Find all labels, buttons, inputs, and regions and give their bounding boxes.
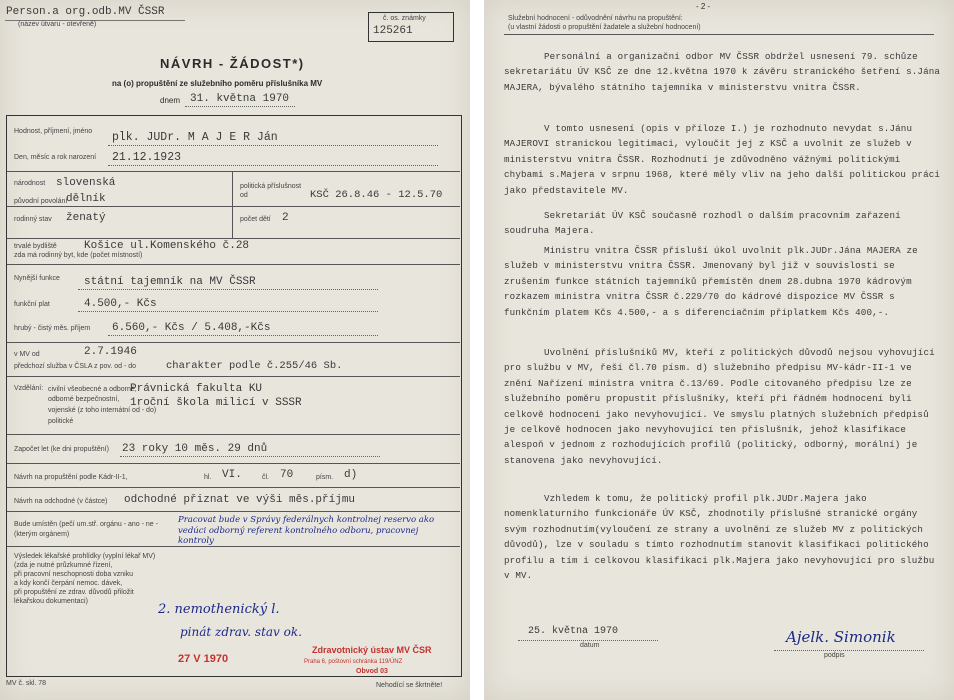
- form-title: NÁVRH - ŽÁDOST*): [160, 56, 305, 71]
- paragraph-6: Vzhledem k tomu, že politický profil plk.JUDr.Majera jako nomenklaturního funkcionáře ÚV KSČ, zhodnotily příslušné stranické orgány svým rozhodnutím(vyloučení ze strany a uvolnění ze služeb MV z politických důvodů), lze v souladu s tímto rozhodnutím stanovit klasifikaci politického profilu a tím i celkovou klasifikaci plk.Majera jako nevyhovující pro službu v MV.: [504, 493, 935, 582]
- stamp-line-1: Zdravotnický ústav MV ČSR: [312, 645, 432, 655]
- paragraph-4: Ministru vnitra ČSSR přísluší úkol uvolnit plk.JUDr.Jána MAJERA ze služeb v ministerstvu vnitra ČSSR. Jmenovaný byl již v souvislosti se zrušením funkce státních tajemníků přemístěn dnem 28.dubna 1970 kádrovým rozkazem ministra vnitra ČSSR č.229/70 do kádrové dispozice MV ČSSR s funkčním platem Kčs 4.500,- a s diferenciačním příplatkem Kčs 400,-.: [504, 245, 918, 318]
- employment-label: Bude umístěn (pečí um.stř. orgánu - ano - ne -: [14, 521, 158, 528]
- name-label: Hodnost, příjmení, jméno: [14, 128, 93, 135]
- medical-line-4: při propuštění ze zdrav. důvodů přiložit: [14, 589, 134, 596]
- party-label: politická příslušnost od: [240, 183, 302, 199]
- medical-label: Výsledek lékařské prohlídky (vyplní lékař MV): [14, 553, 156, 560]
- proposal-hl-label: hl.: [204, 474, 212, 481]
- proposal-c-value: 70: [280, 469, 294, 481]
- proposal-c-label: čl.: [262, 474, 269, 481]
- medical-line-2: při pracovní neschopnosti doba vzniku: [14, 571, 134, 578]
- salary-value: 4.500,- Kčs: [84, 298, 157, 310]
- date-caption: datum: [580, 642, 600, 649]
- education-value-2: 1roční škola milicí v SSSR: [130, 397, 302, 409]
- party-value: KSČ 26.8.46 - 12.5.70: [310, 189, 443, 201]
- right-page: [484, 0, 954, 700]
- evaluation-caption: Služební hodnocení - odůvodnění návrhu na propuštění:: [508, 15, 683, 22]
- residence-caption: zda má rodinný byt, kde (počet místností): [14, 252, 143, 259]
- nationality-value: slovenská: [56, 177, 116, 189]
- children-label: počet dětí: [240, 216, 271, 223]
- education-label: Vzdělání:: [14, 385, 44, 392]
- mv-from-value: 2.7.1946: [84, 346, 137, 358]
- education-value-1: Právnická fakulta KU: [130, 383, 263, 395]
- salary-label: funkční plat: [14, 301, 50, 308]
- proposal-pism-value: d): [344, 469, 358, 481]
- stamp-line-3: Obvod 03: [356, 668, 388, 675]
- paragraph-2: V tomto usnesení (opis v příloze I.) je rozhodnuto nevydat s.Jánu MAJEROVI stranickou legitimaci, vyloučit jej z KSČ a uvolnit ze služeb v ministerstvu vnitra ČSSR. Rozhodnutí je zdůvodněno vážnými politickými chybami s.Majera v srpnu 1968, které měly vliv na jeho další politickou práci jako představitele MV.: [504, 123, 941, 196]
- personal-number-caption: č. os. známky: [383, 15, 426, 22]
- proposal-pism-label: písm.: [316, 474, 334, 481]
- employment-handwriting: Pracovat bude v Správy federálnych kontrolnej reservo ako vedúci odborný referent kontrolného odboru, pracovnej kontroly: [178, 515, 435, 546]
- severance-label: Návrh na odchodné (v částce): [14, 498, 108, 505]
- signature: Ajelk. Simonik: [786, 628, 896, 646]
- medical-handwriting-2: pinát zdrav. stav ok.: [180, 625, 302, 639]
- service-count-label: Započet let (ke dni propuštění): [14, 446, 109, 453]
- personal-number: 125261: [373, 25, 413, 37]
- gross-label: hrubý - čistý měs. příjem: [14, 325, 91, 332]
- education-line-1: civilní všeobecné a odborné,: [48, 386, 137, 393]
- unit-caption: (název útvaru - otevřeně): [18, 21, 97, 28]
- occupation-label: původní povolání: [14, 198, 68, 205]
- residence-value: Košice ul.Komenského č.28: [84, 240, 250, 252]
- children-value: 2: [282, 212, 289, 224]
- stamp-date: 27 V 1970: [178, 653, 229, 665]
- prior-service-value: charakter podle č.255/46 Sb.: [166, 360, 343, 372]
- name-value: plk. JUDr. M A J E R Ján: [112, 131, 278, 144]
- occupation-value: dělník: [66, 193, 106, 205]
- form-subtitle: na (o) propuštění ze služebního poměru příslušníka MV: [112, 79, 323, 88]
- page-number: - 2 -: [696, 2, 711, 11]
- proposal-hl-value: VI.: [222, 469, 242, 481]
- personal-number-box: [368, 12, 454, 42]
- education-line-4: politické: [48, 418, 74, 425]
- paragraph-3: Sekretariát ÚV KSČ současně rozhodl o dalším pracovním zařazení soudruha Majera.: [504, 210, 901, 237]
- medical-line-3: a kdy končí čerpání nemoc. dávek,: [14, 580, 123, 587]
- paragraph-1: Personální a organizační odbor MV ČSSR obdržel usnesení 79. schůze sekretariátu ÚV KSČ ze dne 12.května 1970 k závěru stranického šetření s.Jána MAJERA, bývalého státního tajemníka v ministerstvu vnitra ČSSR.: [504, 51, 941, 93]
- proposal-date: 31. května 1970: [190, 93, 290, 105]
- stamp-line-2: Praha 6, poštovní schránka 119/ÚNZ: [304, 659, 403, 665]
- employment-caption: (kterým orgánem): [14, 531, 70, 538]
- date-prefix: dnem: [160, 96, 181, 105]
- severance-value: odchodné přiznat ve výši měs.příjmu: [124, 494, 356, 506]
- birth-label: Den, měsíc a rok narození: [14, 154, 97, 161]
- strike-note: Nehodící se škrtněte!: [376, 682, 443, 689]
- left-page: [0, 0, 470, 700]
- paragraph-5: Uvolnění příslušníků MV, kteří z politických důvodů nejsou vyhovující pro službu v MV, řeší čl.70 písm. d) služebního předpisu MV-kádr-II-1 ve znění Nařízení ministra vnitra č.13/69. Podle citovaného předpisu lze ze služebního poměru propustit příslušníky, kteří při řádném hodnocení byli celkově hodnoceni jako nevyhovující. Ve smyslu platných služebních předpisů je celkově hodnocen jako nevyhovující ten příslušník, jehož klasifikace alespoň v jednom z rozhodujících profilů (politický, odborný, morální) je stanovena jako nevyhovující.: [504, 347, 935, 466]
- proposal-label: Návrh na propuštění podle Kádr-II-1,: [14, 474, 128, 481]
- evaluation-subcaption: (u vlastní žádosti o propuštění žadatele a služební hodnocení): [508, 24, 701, 31]
- nationality-label: národnost: [14, 180, 46, 187]
- medical-handwriting-1: 2. nemothenický l.: [158, 602, 280, 617]
- signature-caption: podpis: [824, 652, 845, 659]
- function-label: Nynější funkce: [14, 275, 60, 282]
- marital-value: ženatý: [66, 212, 106, 224]
- education-line-3: vojenské (z toho internátní od - do): [48, 407, 157, 414]
- gross-value: 6.560,- Kčs / 5.408,-Kčs: [112, 322, 271, 334]
- education-line-2: odborné bezpečnostní,: [48, 396, 120, 403]
- evaluation-date: 25. května 1970: [528, 626, 619, 637]
- medical-line-5: lékařskou dokumentaci): [14, 598, 88, 605]
- service-count-value: 23 roky 10 měs. 29 dnů: [122, 443, 268, 455]
- mv-from-label: v MV od: [14, 351, 40, 358]
- unit-name: Person.a org.odb.MV ČSSR: [6, 6, 165, 18]
- function-value: státní tajemník na MV ČSSR: [84, 276, 256, 288]
- form-code: MV č. skl. 78: [6, 680, 47, 687]
- residence-label: trvalé bydliště: [14, 243, 57, 250]
- marital-label: rodinný stav: [14, 216, 52, 223]
- birth-value: 21.12.1923: [112, 151, 182, 164]
- medical-line-1: (zda je nutné průzkumné řízení,: [14, 562, 113, 569]
- prior-service-label: předchozí služba v ČSLA z pov. od - do: [14, 363, 137, 370]
